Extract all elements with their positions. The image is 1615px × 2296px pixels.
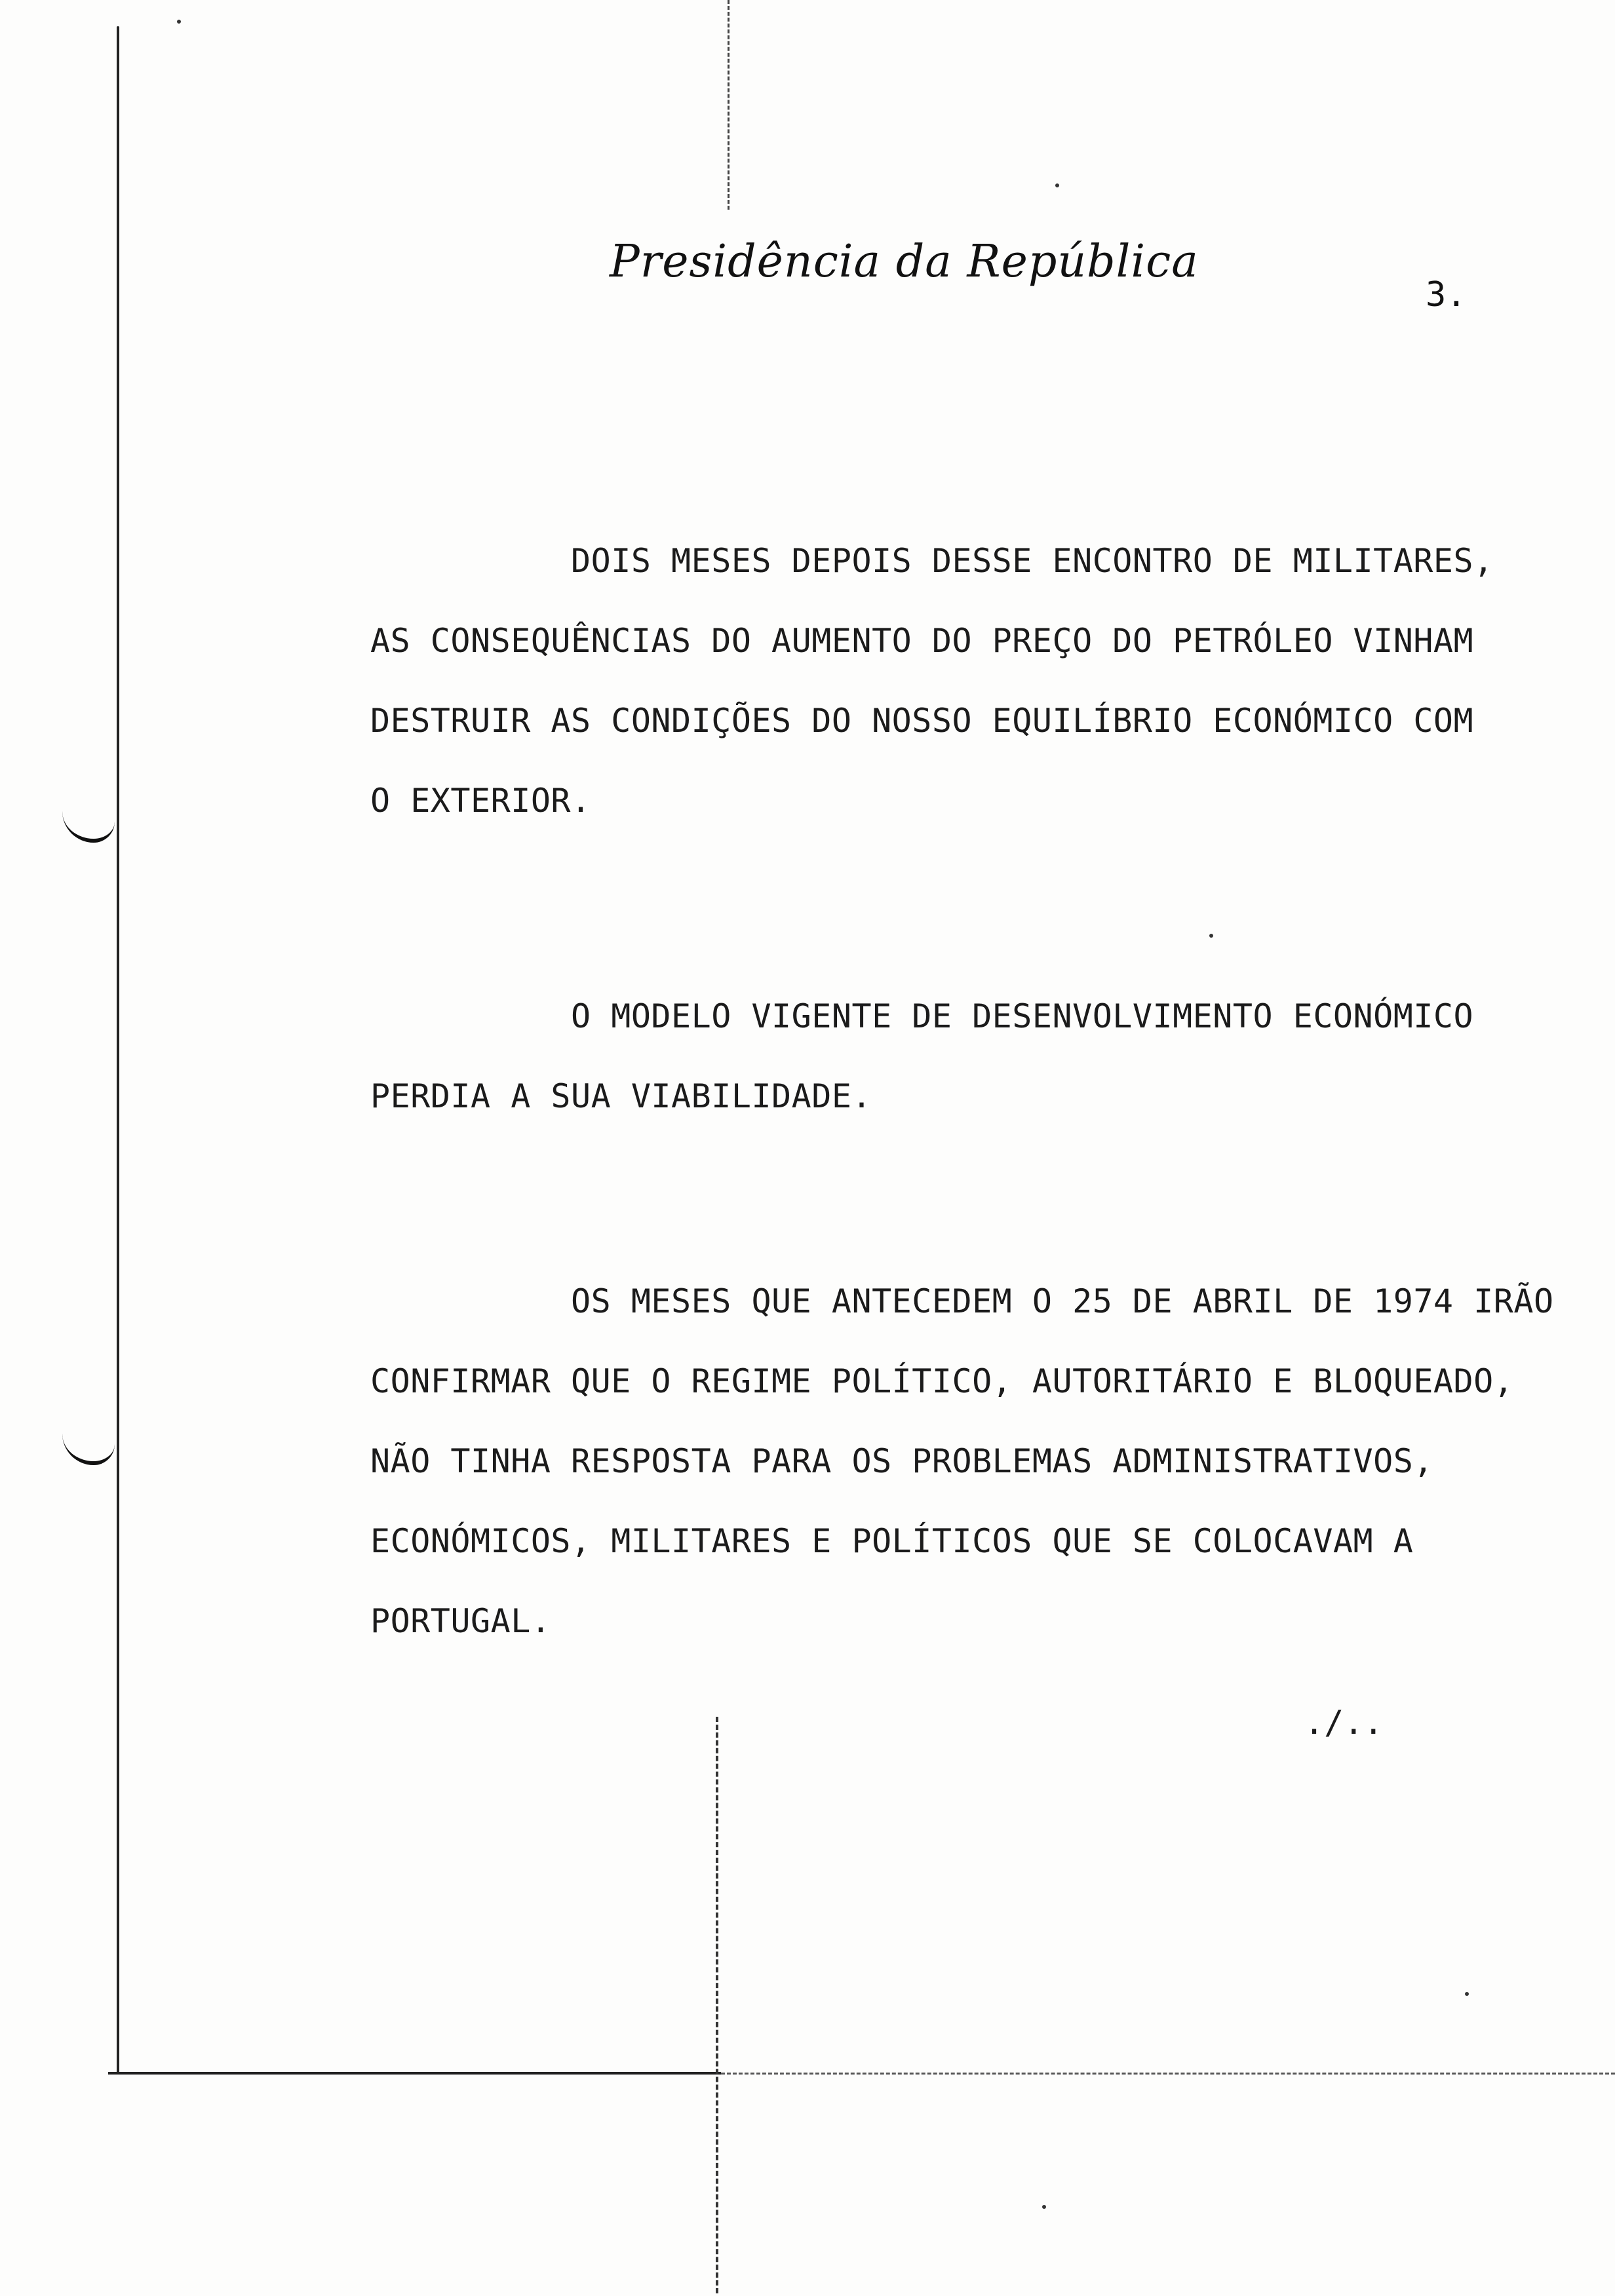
page-number: 3. bbox=[1426, 275, 1467, 315]
letterhead: Presidência da República bbox=[610, 236, 1199, 288]
left-margin-rule bbox=[117, 26, 119, 2074]
text-line: NÃO TINHA RESPOSTA PARA OS PROBLEMAS ADMINISTRATIVOS, bbox=[370, 1442, 1433, 1480]
center-fold-mark-bottom bbox=[716, 1717, 718, 2293]
continuation-mark: ./.. bbox=[1304, 1704, 1384, 1742]
text-line: O MODELO VIGENTE DE DESENVOLVIMENTO ECONÓMICO bbox=[370, 997, 1474, 1035]
text-line: ECONÓMICOS, MILITARES E POLÍTICOS QUE SE COLOCAVAM A bbox=[370, 1522, 1414, 1560]
text-line: AS CONSEQUÊNCIAS DO AUMENTO DO PREÇO DO PETRÓLEO VINHAM bbox=[370, 622, 1474, 660]
binder-hole-mark-upper bbox=[62, 809, 115, 843]
scan-speck bbox=[1055, 183, 1059, 187]
text-line: O EXTERIOR. bbox=[370, 782, 591, 820]
binder-hole-mark-lower bbox=[62, 1432, 115, 1465]
text-line: OS MESES QUE ANTECEDEM O 25 DE ABRIL DE 1974 IRÃO bbox=[370, 1282, 1554, 1320]
scan-speck bbox=[1042, 2205, 1046, 2209]
bottom-fold-rule bbox=[108, 2072, 721, 2075]
scan-speck bbox=[1465, 1992, 1469, 1996]
text-line: PORTUGAL. bbox=[370, 1602, 551, 1640]
text-line: DESTRUIR AS CONDIÇÕES DO NOSSO EQUILÍBRIO ECONÓMICO COM bbox=[370, 702, 1474, 740]
paragraph bbox=[370, 521, 1494, 841]
paragraph bbox=[370, 976, 1473, 1136]
center-fold-mark-top bbox=[728, 0, 730, 210]
paragraph bbox=[370, 1261, 1554, 1661]
text-line: DOIS MESES DEPOIS DESSE ENCONTRO DE MILITARES, bbox=[370, 542, 1494, 580]
text-line: PERDIA A SUA VIABILIDADE. bbox=[370, 1077, 872, 1115]
scan-speck bbox=[177, 20, 181, 24]
bottom-fold-rule-dashed bbox=[721, 2073, 1615, 2075]
scan-speck bbox=[1209, 934, 1213, 938]
text-line: CONFIRMAR QUE O REGIME POLÍTICO, AUTORITÁRIO E BLOQUEADO, bbox=[370, 1362, 1514, 1400]
